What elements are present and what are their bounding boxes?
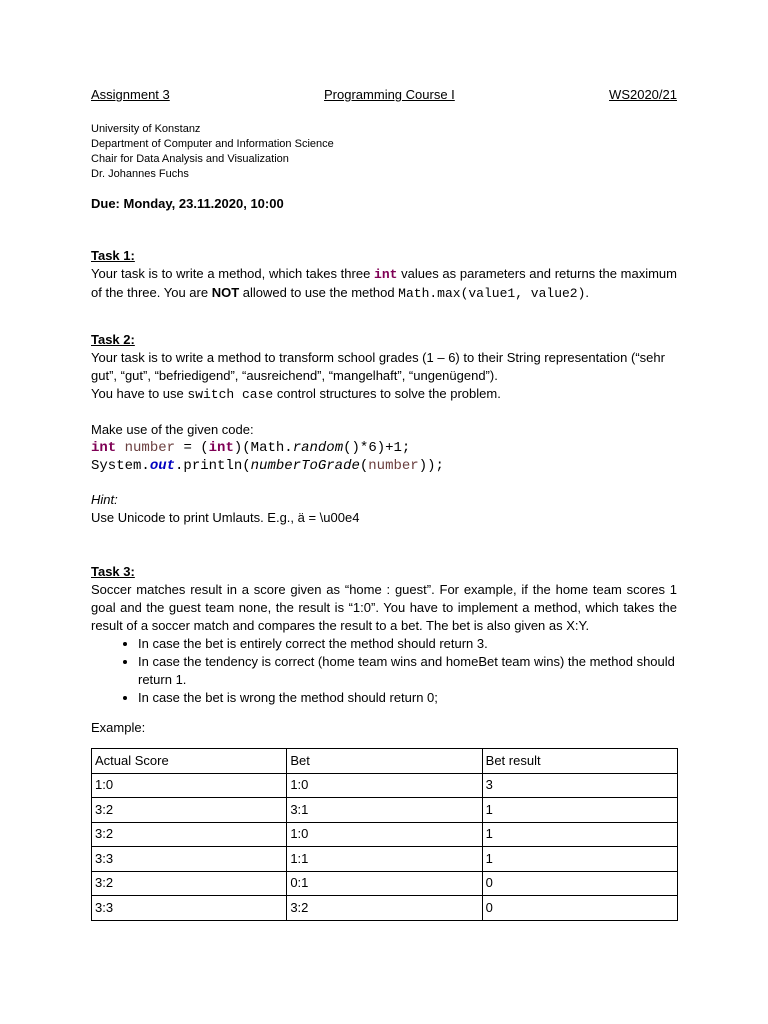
task2-given: Make use of the given code: [91,422,254,437]
code-method-random: random [292,440,344,456]
list-item: • In case the bet is entirely correct the method should return 3. [138,635,677,653]
code-rest-b: ()*6)+1; [343,440,411,456]
table-cell: 3:1 [287,798,482,823]
due-date: Due: Monday, 23.11.2020, 10:00 [91,196,284,211]
table-cell: 0:1 [287,871,482,896]
table-cell: 3:2 [92,871,287,896]
table-cell: 0 [482,896,677,921]
code-rest-a: )(Math. [233,440,293,456]
table-header-cell: Actual Score [92,749,287,774]
task1-title: Task 1: [91,248,135,263]
example-table [91,748,678,921]
affiliation-block [91,122,677,182]
document-page [91,86,677,921]
code-var-number: number [124,440,176,456]
code-kw-int: int [91,440,117,456]
task1-text-d: . [585,285,590,300]
task2-line1: Your task is to write a method to transform school grades (1 – 6) to their String representation (“sehr gut”, “gut”, “befriedigend”, “ausreichend”, “mangelhaft”, “ungenügend”). [91,350,665,383]
task1-code: Math.max(value1, value2) [398,286,586,301]
hint-text: Use Unicode to print Umlauts. E.g., ä = \u00e4 [91,510,360,525]
task1-text-a: Your task is to write a method, which takes three [91,266,375,281]
table-row [92,822,678,847]
table-row [92,798,678,823]
hint-title: Hint: [91,492,118,507]
task3-title: Task 3: [91,564,135,579]
affiliation-line: Chair for Data Analysis and Visualization [91,153,289,165]
table-cell: 3:2 [287,896,482,921]
page-header [91,86,677,104]
code2-var: number [368,458,419,474]
code2-paren: ( [359,458,369,474]
example-label: Example: [91,720,146,735]
table-cell: 1:0 [287,822,482,847]
task1-text-c: allowed to use the method [239,285,399,300]
code2-system: System. [91,458,150,474]
table-cell: 1:0 [92,773,287,798]
affiliation-line: University of Konstanz [91,123,201,135]
task1-not: NOT [211,285,240,300]
table-cell: 1:1 [287,847,482,872]
table-cell: 3:2 [92,798,287,823]
header-center: Programming Course I [324,87,455,102]
table-row [92,871,678,896]
table-cell: 0 [482,871,677,896]
affiliation-line: Dr. Johannes Fuchs [91,168,189,180]
table-header-row [92,749,678,774]
table-header-cell: Bet [287,749,482,774]
table-header-cell: Bet result [482,749,677,774]
header-left: Assignment 3 [91,87,170,102]
code2-println: .println( [175,458,251,474]
task2-line2-a: You have to use [91,386,188,401]
code-cast-int: int [208,440,234,456]
table-cell: 1 [482,798,677,823]
table-cell: 3:3 [92,847,287,872]
affiliation-line: Department of Computer and Information Science [91,138,334,150]
table-row [92,773,678,798]
table-cell: 3 [482,773,677,798]
task2-title: Task 2: [91,332,135,347]
task2-switch-code: switch case [187,387,274,402]
code2-out: out [149,458,176,474]
task3-bullets [91,635,677,707]
task2-line2 [91,385,677,404]
list-item: • In case the bet is wrong the method should return 0; [138,689,677,707]
task3-text: Soccer matches result in a score given as “home : guest”. For example, if the home team scores 1 goal and the guest team none, the result is “1:0”. You have to implement a method, which takes the result of a soccer match and compares the result to a bet. The bet is also given as X:Y. [91,582,677,633]
list-item: • In case the tendency is correct (home team wins and homeBet team wins) the method should return 1. [138,653,677,689]
task1-section [91,247,677,303]
code-line-1 [91,439,677,457]
code-line-2 [91,457,677,475]
table-cell: 3:2 [92,822,287,847]
task1-int-keyword: int [374,267,398,282]
task1-text-b: values as parameters and returns the maximum of the three. You are [91,266,677,300]
table-row [92,896,678,921]
task3-section [91,563,677,921]
task1-text [91,265,677,303]
task2-line2-b: control structures to solve the problem. [273,386,501,401]
table-cell: 1 [482,822,677,847]
code2-method: numberToGrade [250,458,360,474]
table-row [92,847,678,872]
table-cell: 1:0 [287,773,482,798]
task2-section [91,331,677,527]
code2-end: )); [418,458,444,474]
table-cell: 3:3 [92,896,287,921]
header-right: WS2020/21 [609,87,677,102]
code-op: = ( [175,440,209,456]
table-cell: 1 [482,847,677,872]
